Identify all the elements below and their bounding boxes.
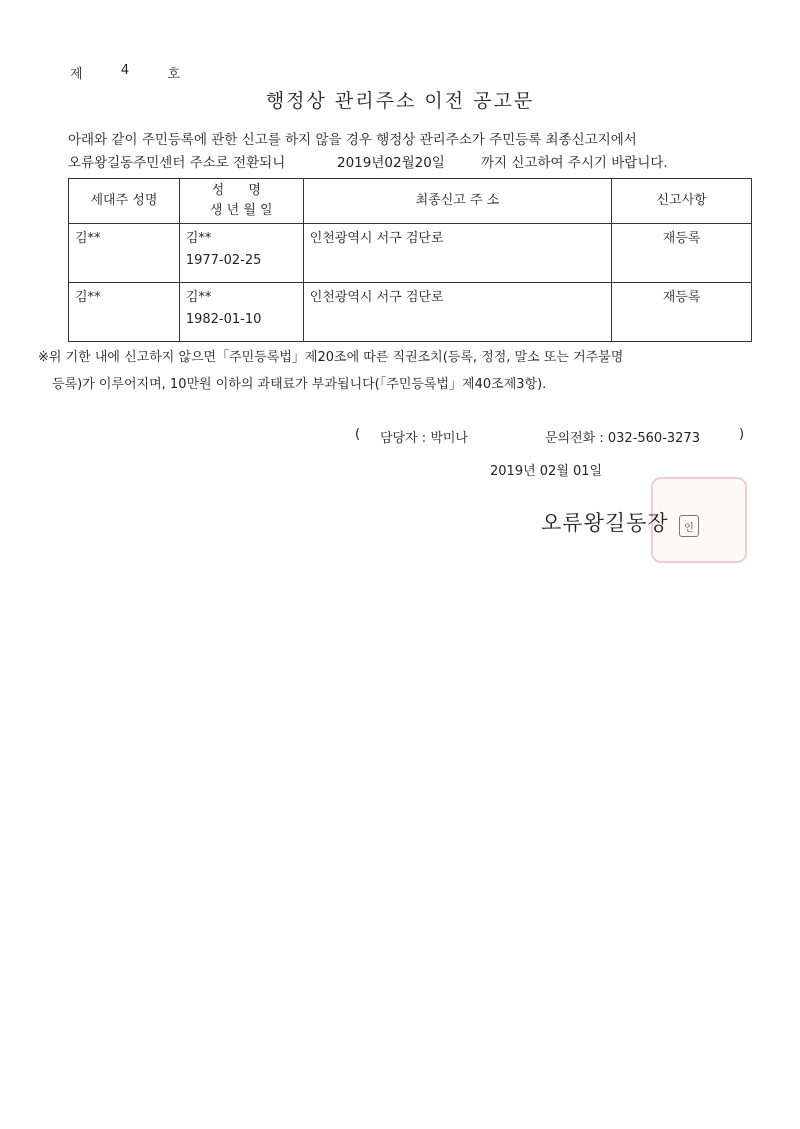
- notice-line-1: ※위 기한 내에 신고하지 않으면「주민등록법」제20조에 따른 직권조치(등록, 정정, 말소 또는 거주불명: [38, 350, 624, 365]
- table-row: [69, 283, 752, 342]
- table-header-row: [69, 179, 752, 224]
- header-name-birth: [179, 179, 303, 224]
- intro-line-2-part2: 까지 신고하여 주시기 바랍니다.: [481, 155, 668, 171]
- contact-phone: 문의전화 : 032-560-3273: [545, 431, 700, 446]
- cell-name: 김**: [185, 290, 212, 305]
- cell-name-birth: [179, 224, 303, 283]
- cell-name-birth: [179, 283, 303, 342]
- doc-number-prefix: 제: [70, 67, 83, 82]
- cell-householder: 김**: [69, 283, 180, 342]
- document-number: [70, 63, 180, 82]
- cell-birth: 1977-02-25: [185, 253, 262, 268]
- notice-line-2: 등록)가 이루어지며, 10만원 이하의 과태료가 부과됩니다(「주민등록법」제40조제3항).: [52, 377, 547, 392]
- cell-report: 재등록: [612, 224, 752, 283]
- header-name: 성 명: [211, 183, 271, 198]
- issue-date: 2019년 02월 01일: [490, 464, 603, 479]
- intro-deadline: 2019년02월20일: [337, 155, 445, 171]
- intro-line-2-part1: 오류왕길동주민센터 주소로 전환되니: [68, 155, 286, 171]
- cell-householder: 김**: [69, 224, 180, 283]
- header-birth: 생 년 월 일: [209, 203, 273, 218]
- cell-name: 김**: [185, 231, 212, 246]
- cell-report: 재등록: [612, 283, 752, 342]
- table-row: [69, 224, 752, 283]
- header-householder: 세대주 성명: [69, 179, 180, 224]
- doc-number-suffix: 호: [167, 67, 180, 82]
- intro-line-1: 아래와 같이 주민등록에 관한 신고를 하지 않을 경우 행정상 관리주소가 주민등록 최종신고지에서: [68, 132, 637, 148]
- contact-person: 담당자 : 박미나: [380, 431, 468, 446]
- cell-address: 인천광역시 서구 검단로: [303, 283, 611, 342]
- header-report: 신고사항: [612, 179, 752, 224]
- contact-close-paren: ): [739, 427, 745, 442]
- seal-mark: 인: [679, 515, 699, 537]
- contact-open-paren: (: [355, 427, 361, 442]
- doc-number-value: 4: [120, 63, 130, 78]
- issuer-name: 오류왕길동장: [541, 511, 669, 535]
- cell-address: 인천광역시 서구 검단로: [303, 224, 611, 283]
- header-address: 최종신고 주 소: [303, 179, 611, 224]
- registration-table: [68, 178, 752, 342]
- cell-birth: 1982-01-10: [185, 312, 262, 327]
- page-title: 행정상 관리주소 이전 공고문: [265, 90, 535, 112]
